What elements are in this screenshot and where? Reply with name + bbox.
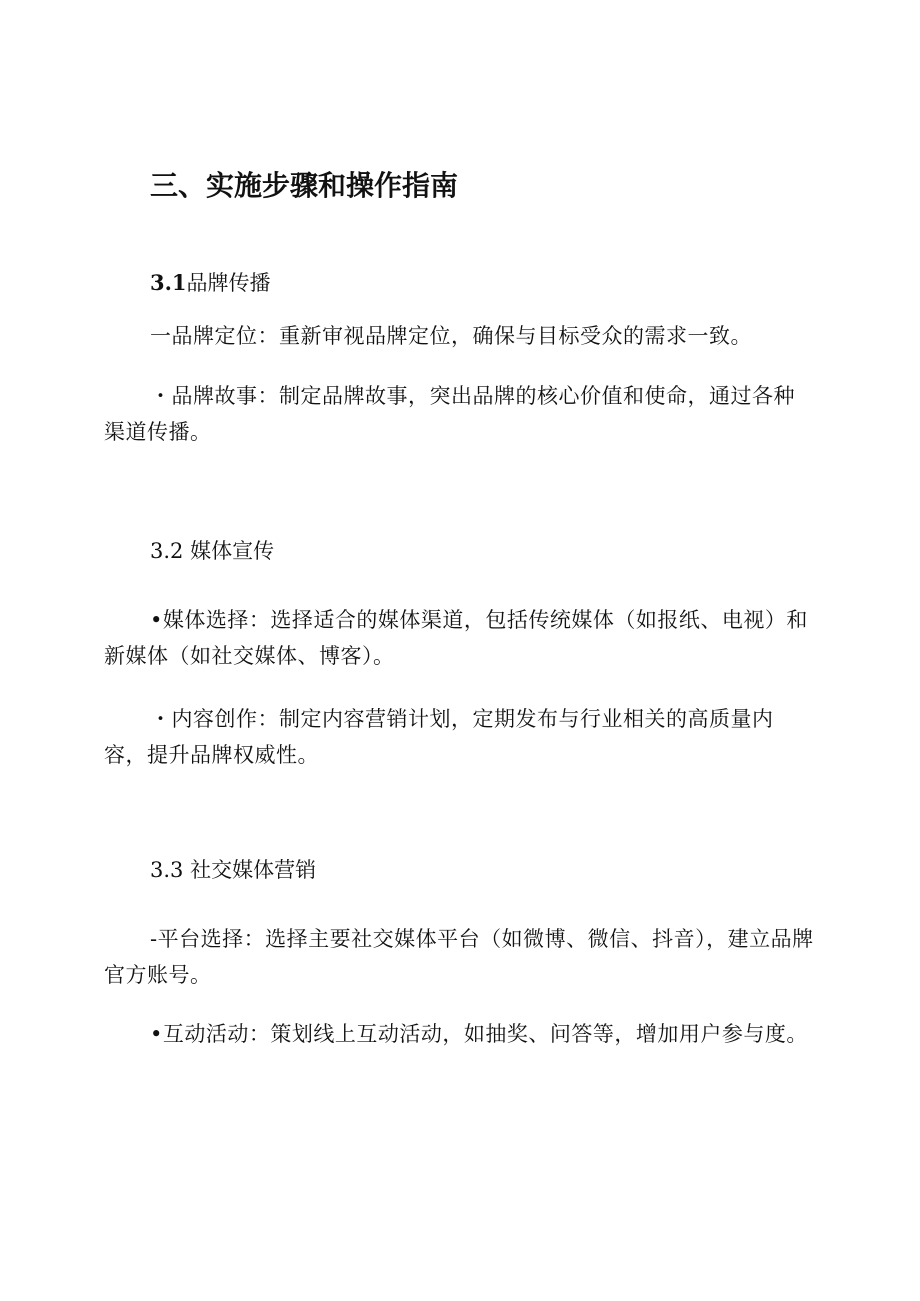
section-title: 三、实施步骤和操作指南 <box>150 169 459 202</box>
subsection-number: 3.3 <box>150 858 184 882</box>
subsection-heading-3-3 <box>150 854 316 886</box>
subsection-title: 媒体宣传 <box>183 539 275 563</box>
paragraph-brand-positioning: 一品牌定位：重新审视品牌定位，确保与目标受众的需求一致。 <box>150 324 752 348</box>
subsection-number: 3.2 <box>150 539 184 563</box>
subsection-heading-3-2 <box>150 535 274 567</box>
paragraph-interactive-activities: •互动活动：策划线上互动活动，如抽奖、问答等，增加用户参与度。 <box>150 1022 808 1046</box>
paragraph-platform-selection: -平台选择：选择主要社交媒体平台（如微博、微信、抖音），建立品牌官方账号。 <box>104 927 814 987</box>
subsection-title: 社交媒体营销 <box>183 858 317 882</box>
subsection-title: 品牌传播 <box>186 271 271 295</box>
subsection-heading-3-1 <box>150 267 271 299</box>
paragraph-content-creation: ・内容创作：制定内容营销计划，定期发布与行业相关的高质量内容，提升品牌权威性。 <box>104 707 774 767</box>
paragraph-brand-story: ・品牌故事：制定品牌故事，突出品牌的核心价值和使命，通过各种渠道传播。 <box>104 384 795 444</box>
paragraph-media-selection: •媒体选择：选择适合的媒体渠道，包括传统媒体（如报纸、电视）和新媒体（如社交媒体、博客）。 <box>104 608 808 668</box>
subsection-number: 3.1 <box>150 270 187 295</box>
